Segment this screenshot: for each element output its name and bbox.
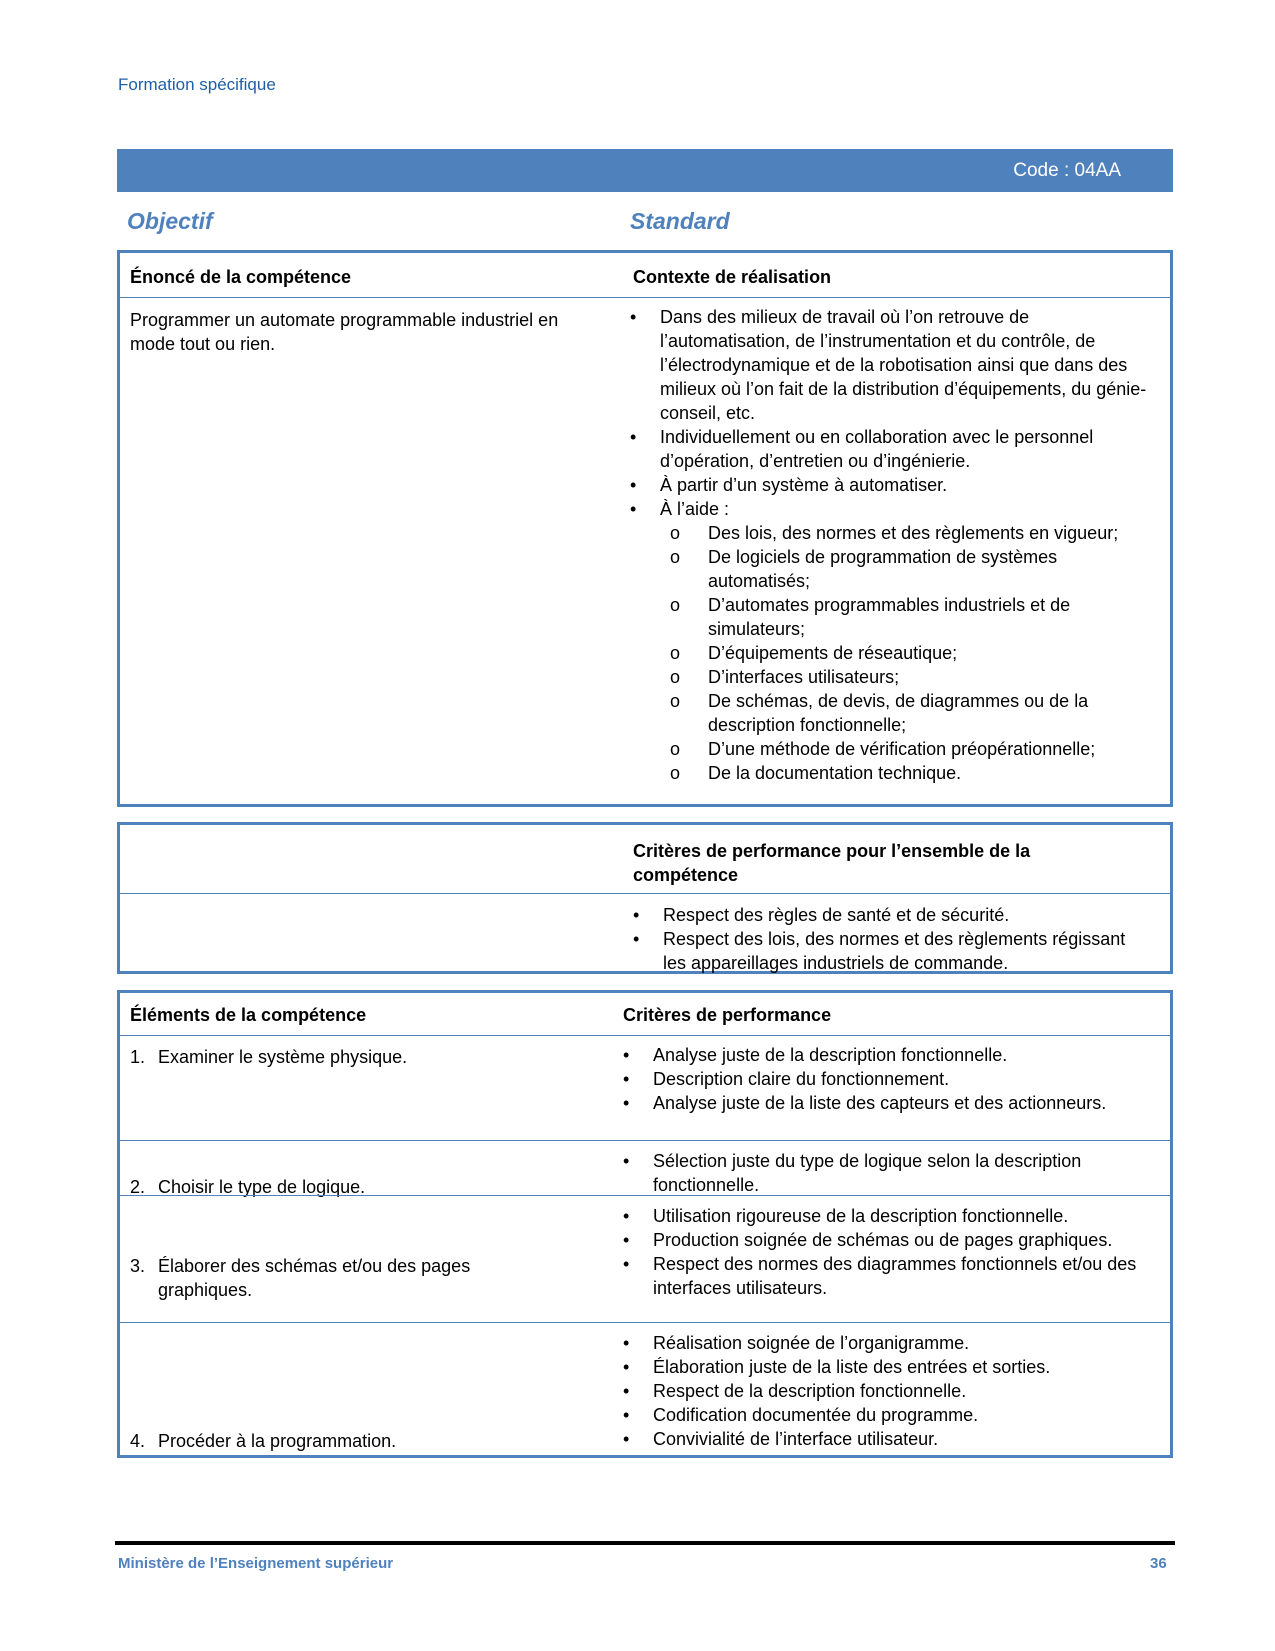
- criteria-list-3: [623, 1204, 1143, 1300]
- criteria-item: • Respect des lois, des normes et des règlements régissant les appareillages industriels de commande.: [633, 927, 1153, 975]
- aide-item: o D’équipements de réseautique;: [670, 641, 1150, 665]
- criteria-list-2: [623, 1149, 1153, 1197]
- criteria-list-1: [623, 1043, 1153, 1115]
- aide-item: o D’interfaces utilisateurs;: [670, 665, 1150, 689]
- criteria-item: • Respect des normes des diagrammes fonctionnels et/ou des interfaces utilisateurs.: [623, 1252, 1143, 1300]
- context-item: • À partir d’un système à automatiser.: [630, 473, 1150, 497]
- standard-title: Standard: [630, 208, 730, 234]
- running-header: Formation spécifique: [118, 75, 276, 94]
- code-label: Code : 04AA: [1013, 160, 1121, 181]
- context-item: • À l’aide : o Des lois, des normes et des règlements en vigueur; o De logiciels de programmation de systèmes automatisés; o D’automates programmables industriels et de simulateurs; o D’équipements de réseautique; o D’interfaces utilisateurs; o De schémas, de devis, de diagrammes ou de la description fonctionnelle; o D’une méthode de vérification préopérationnelle; o De la documentation technique.: [630, 497, 1150, 785]
- criteria-item: • Analyse juste de la description fonctionnelle.: [623, 1043, 1153, 1067]
- aide-item: o Des lois, des normes et des règlements en vigueur;: [670, 521, 1150, 545]
- criteria-item: • Convivialité de l’interface utilisateur.: [623, 1427, 1153, 1451]
- criteria-item: • Analyse juste de la liste des capteurs et des actionneurs.: [623, 1091, 1153, 1115]
- objective-title: Objectif: [127, 208, 213, 234]
- aide-item: o De logiciels de programmation de systèmes automatisés;: [670, 545, 1150, 593]
- criteria-header: Critères de performance: [623, 1005, 832, 1025]
- page-number: 36: [1150, 1555, 1167, 1572]
- aide-item: o D’automates programmables industriels et de simulateurs;: [670, 593, 1150, 641]
- element-4: 4. Procéder à la programmation.: [130, 1431, 397, 1451]
- footer-ministry: Ministère de l’Enseignement supérieur: [118, 1555, 394, 1572]
- overall-criteria-list: [633, 903, 1153, 975]
- criteria-item: • Respect des règles de santé et de sécurité.: [633, 903, 1153, 927]
- criteria-item: • Codification documentée du programme.: [623, 1403, 1153, 1427]
- context-item: • Individuellement ou en collaboration avec le personnel d’opération, d’entretien ou d’ingénierie.: [630, 425, 1150, 473]
- aide-item: o De schémas, de devis, de diagrammes ou de la description fonctionnelle;: [670, 689, 1150, 737]
- aide-item: o D’une méthode de vérification préopérationnelle;: [670, 737, 1150, 761]
- criteria-item: • Réalisation soignée de l’organigramme.: [623, 1331, 1153, 1355]
- aide-item: o De la documentation technique.: [670, 761, 1150, 785]
- criteria-item: • Sélection juste du type de logique selon la description fonctionnelle.: [623, 1149, 1153, 1197]
- overall-criteria-box: [117, 822, 1173, 974]
- element-2: 2. Choisir le type de logique.: [130, 1177, 366, 1197]
- context-list: [630, 305, 1150, 785]
- criteria-item: • Production soignée de schémas ou de pages graphiques.: [623, 1228, 1143, 1252]
- footer-rule: [115, 1541, 1175, 1545]
- criteria-item: • Description claire du fonctionnement.: [623, 1067, 1153, 1091]
- context-header: Contexte de réalisation: [633, 267, 832, 287]
- overall-criteria-header: Critères de performance pour l’ensemble de la compétence: [633, 841, 1031, 885]
- element-1: 1. Examiner le système physique.: [130, 1047, 408, 1067]
- criteria-list-4: [623, 1331, 1153, 1451]
- element-3: 3. Élaborer des schémas et/ou des pages graphiques.: [130, 1256, 471, 1300]
- competence-statement: Programmer un automate programmable industriel en mode tout ou rien.: [130, 310, 559, 354]
- criteria-item: • Respect de la description fonctionnelle.: [623, 1379, 1153, 1403]
- competence-table: [117, 250, 1173, 807]
- statement-header: Énoncé de la compétence: [130, 267, 352, 287]
- code-bar: [117, 149, 1173, 192]
- elements-header: Éléments de la compétence: [130, 1005, 367, 1025]
- context-item: • Dans des milieux de travail où l’on retrouve de l’automatisation, de l’instrumentation et du contrôle, de l’électrodynamique et de la robotisation ainsi que dans des milieux où l’on fait de la distribution d’équipements, du génie-conseil, etc.: [630, 305, 1150, 425]
- criteria-item: • Élaboration juste de la liste des entrées et sorties.: [623, 1355, 1153, 1379]
- elements-table: [117, 990, 1173, 1458]
- criteria-item: • Utilisation rigoureuse de la description fonctionnelle.: [623, 1204, 1143, 1228]
